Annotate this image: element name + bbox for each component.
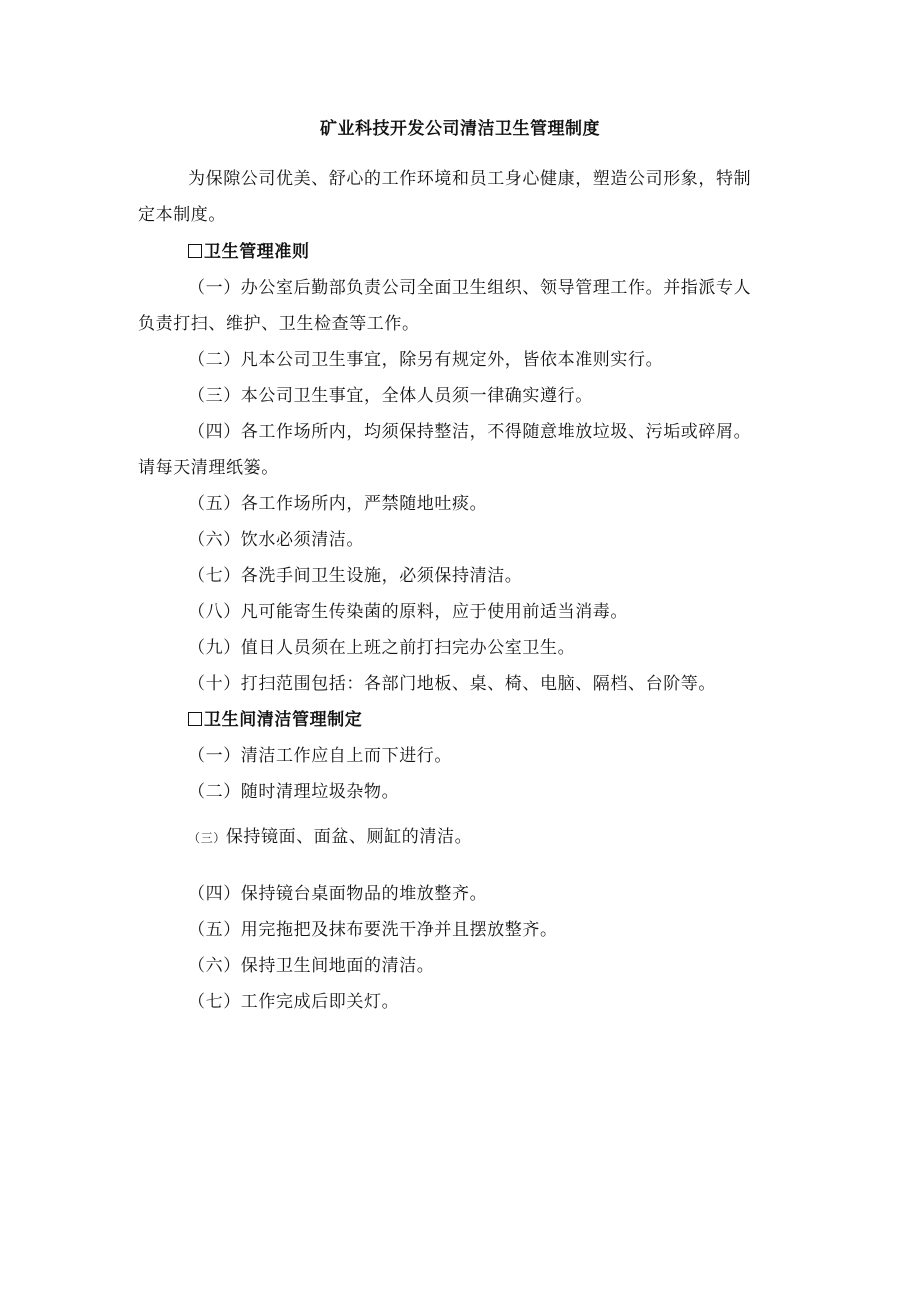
rule-item-8: （八）凡可能寄生传染菌的原料，应于使用前适当消毒。 — [188, 602, 628, 622]
rule-item-5: （五）各工作场所内，严禁随地吐痰。 — [188, 494, 488, 514]
intro-paragraph-line-1: 为保隙公司优美、舒心的工作环境和员工身心健康，塑造公司形象，特制 — [188, 169, 752, 189]
rule-item-1-line-2: 负责打扫、维护、卫生检查等工作。 — [138, 314, 420, 334]
document-title: 矿业科技开发公司清洁卫生管理制度 — [320, 119, 600, 139]
section-heading-restroom — [138, 708, 838, 732]
restroom-item-3-number: （三） — [188, 831, 226, 845]
section-heading-label: 卫生间清洁管理制定 — [204, 710, 363, 730]
rule-item-2: （二）凡本公司卫生事宜，除另有规定外，皆依本准则实行。 — [188, 350, 664, 370]
restroom-item-7: （七）工作完成后即关灯。 — [188, 992, 400, 1012]
rule-item-4-line-2: 请每天清理纸篓。 — [138, 458, 279, 478]
restroom-item-4: （四）保持镜台桌面物品的堆放整齐。 — [188, 884, 488, 904]
rule-item-10: （十）打扫范围包括：各部门地板、桌、椅、电脑、隔档、台阶等。 — [188, 674, 716, 694]
intro-paragraph-line-2: 定本制度。 — [138, 205, 226, 225]
rule-item-9: （九）值日人员须在上班之前打扫完办公室卫生。 — [188, 638, 576, 658]
restroom-item-3-text: 保持镜面、面盆、厕缸的清洁。 — [225, 827, 473, 847]
checkbox-square-icon — [188, 712, 202, 726]
rule-item-1-line-1: （一）办公室后勤部负责公司全面卫生组织、领导管理工作。并指派专人 — [188, 278, 752, 298]
rule-item-6: （六）饮水必须清洁。 — [188, 530, 364, 550]
rule-item-4-line-1: （四）各工作场所内，均须保持整洁，不得随意堆放垃圾、污垢或碎屑。 — [188, 422, 752, 442]
restroom-item-6: （六）保持卫生间地面的清洁。 — [188, 956, 435, 976]
rule-item-3: （三）本公司卫生事宜，全体人员须一律确实遵行。 — [188, 386, 593, 406]
restroom-item-2: （二）随时清理垃圾杂物。 — [188, 782, 400, 802]
section-heading-label: 卫生管理准则 — [204, 242, 310, 262]
restroom-item-3 — [138, 825, 838, 850]
restroom-item-5: （五）用完拖把及抹布要洗干净并且摆放整齐。 — [188, 920, 558, 940]
checkbox-square-icon — [188, 244, 202, 258]
rule-item-7: （七）各洗手间卫生设施，必须保持清洁。 — [188, 566, 523, 586]
section-heading-hygiene-rules — [138, 240, 838, 264]
restroom-item-1: （一）清洁工作应自上而下进行。 — [188, 746, 452, 766]
